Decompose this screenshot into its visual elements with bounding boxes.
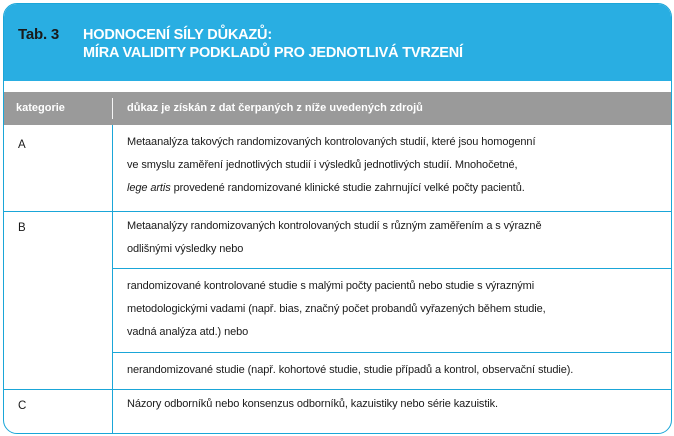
row-b-subdivider-1 [112, 268, 671, 269]
table-title [83, 26, 463, 62]
row-b-sub-1-line-1: Metaanalýzy randomizovaných kontrolovaných studií s různým zaměřením a s výrazně [127, 220, 542, 232]
category-b: B [18, 222, 26, 234]
row-c-text [127, 393, 498, 416]
row-divider-b-c [4, 389, 671, 390]
row-a-italic: lege artis [127, 182, 171, 194]
category-c: C [18, 400, 27, 412]
row-a-text [127, 131, 535, 200]
table-header-row [4, 92, 671, 125]
row-b-sub-3-line-1: nerandomizované studie (např. kohortové studie, studie případů a kontrol, observační studie). [127, 364, 574, 376]
row-b-sub-3 [127, 359, 573, 382]
row-b-sub-1 [127, 215, 541, 261]
row-b-sub-2 [127, 275, 546, 344]
table-frame [3, 3, 672, 434]
row-a-line-1: Metaanalýza takových randomizovaných kontrolovaných studií, které jsou homogenní [127, 136, 536, 148]
category-a: A [18, 139, 26, 151]
table-title-line-2: MÍRA VALIDITY PODKLADŮ PRO JEDNOTLIVÁ TVRZENÍ [83, 45, 463, 61]
column-header-evidence: důkaz je získán z dat čerpaných z níže uvedených zdrojů [127, 102, 423, 114]
row-a-line-3 [127, 177, 535, 200]
row-b-sub-2-line-2: metodologickými vadami (např. bias, značný počet probandů vyřazených během studie, [127, 303, 546, 315]
row-divider-a-b [4, 211, 671, 212]
header-divider [112, 98, 113, 119]
row-a-line-3-rest: provedené randomizované klinické studie zahrnující velké počty pacientů. [170, 182, 525, 194]
table-title-bar [4, 4, 671, 81]
row-b-sub-1-line-2: odlišnými výsledky nebo [127, 243, 244, 255]
table-title-line-1: HODNOCENÍ SÍLY DŮKAZŮ: [83, 27, 272, 43]
row-b-sub-2-line-3: vadná analýza atd.) nebo [127, 326, 249, 338]
row-a-line-2: ve smyslu zaměření jednotlivých studií i výsledků jednotlivých studií. Mnohočetné, [127, 159, 518, 171]
column-divider [112, 125, 113, 433]
table-number: Tab. 3 [18, 26, 60, 43]
row-b-subdivider-2 [112, 352, 671, 353]
row-b-sub-2-line-1: randomizované kontrolované studie s malými počty pacientů nebo studie s výraznými [127, 280, 535, 292]
column-header-category: kategorie [16, 102, 65, 114]
row-c-line-1: Názory odborníků nebo konsenzus odborníků, kazuistiky nebo série kazuistik. [127, 398, 498, 410]
